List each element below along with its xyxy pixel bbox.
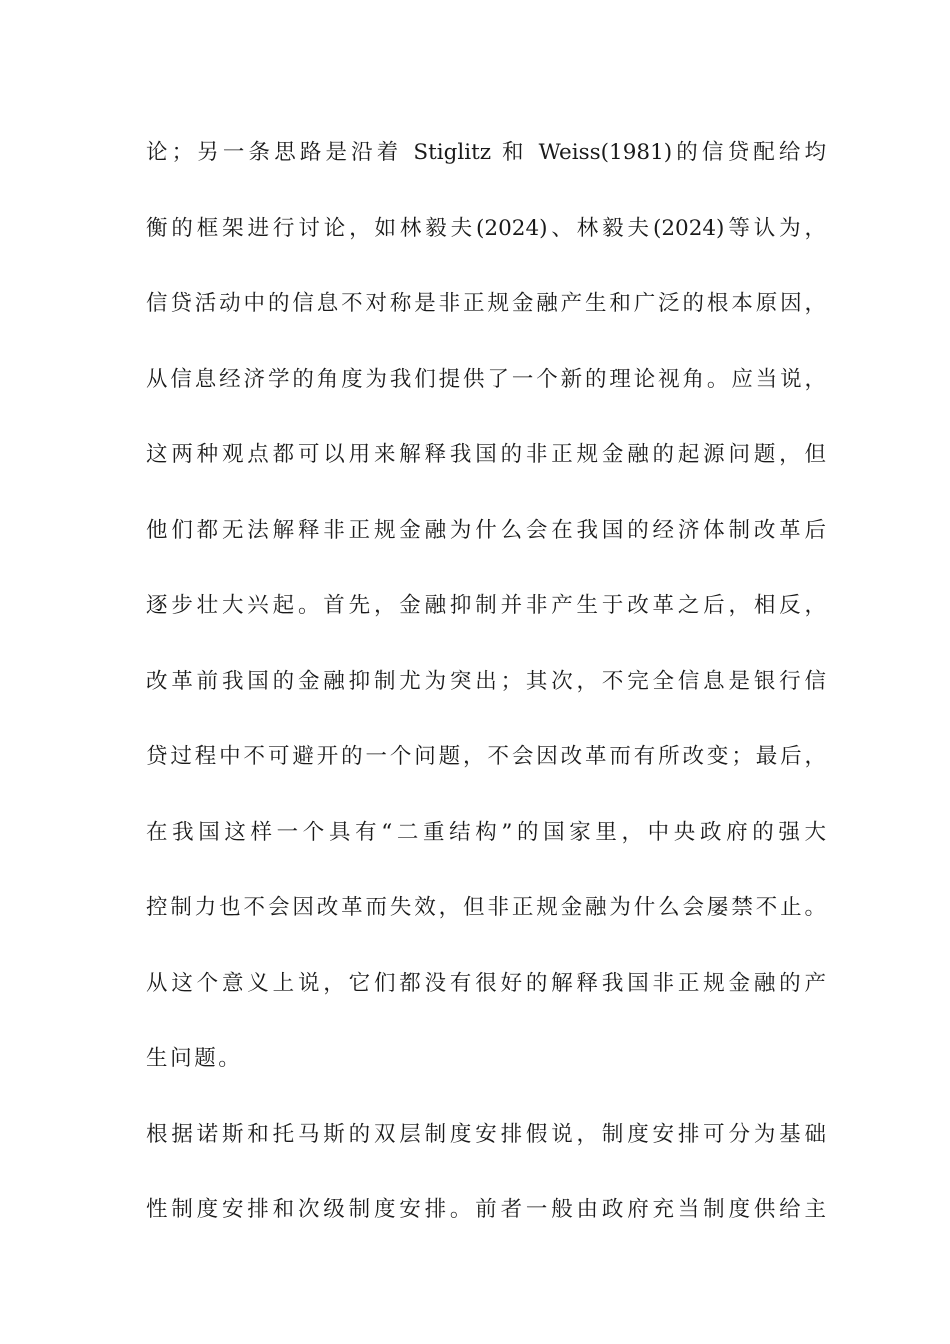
text-line: 从信息经济学的角度为我们提供了一个新的理论视角。应当说， (146, 366, 826, 392)
text-line: 这两种观点都可以用来解释我国的非正规金融的起源问题，但 (146, 442, 826, 467)
text-line: 在我国这样一个具有“二重结构”的国家里，中央政府的强大 (146, 819, 826, 845)
text-line: 贷过程中不可避开的一个问题，不会因改革而有所改变；最后， (146, 744, 826, 769)
text-line: 信贷活动中的信息不对称是非正规金融产生和广泛的根本原因， (146, 291, 826, 316)
text-line: 改革前我国的金融抑制尤为突出；其次，不完全信息是银行信 (146, 668, 826, 694)
text-line: 他们都无法解释非正规金融为什么会在我国的经济体制改革后 (146, 517, 826, 543)
text-line: 从这个意义上说，它们都没有很好的解释我国非正规金融的产 (146, 970, 826, 996)
text-line: 生问题。 (146, 1046, 243, 1071)
text-line: 根据诺斯和托马斯的双层制度安排假说，制度安排可分为基础 (146, 1121, 826, 1147)
text-line: 衡的框架进行讨论，如林毅夫(2024)、林毅夫(2024)等认为， (146, 215, 826, 241)
text-line: 性制度安排和次级制度安排。前者一般由政府充当制度供给主 (146, 1197, 826, 1222)
text-line: 控制力也不会因改革而失效，但非正规金融为什么会屡禁不止。 (146, 895, 826, 920)
body-text (146, 128, 826, 1261)
text-line: 论；另一条思路是沿着 Stiglitz 和 Weiss(1981)的信贷配给均 (146, 140, 826, 165)
text-line: 逐步壮大兴起。首先，金融抑制并非产生于改革之后，相反， (146, 593, 826, 618)
